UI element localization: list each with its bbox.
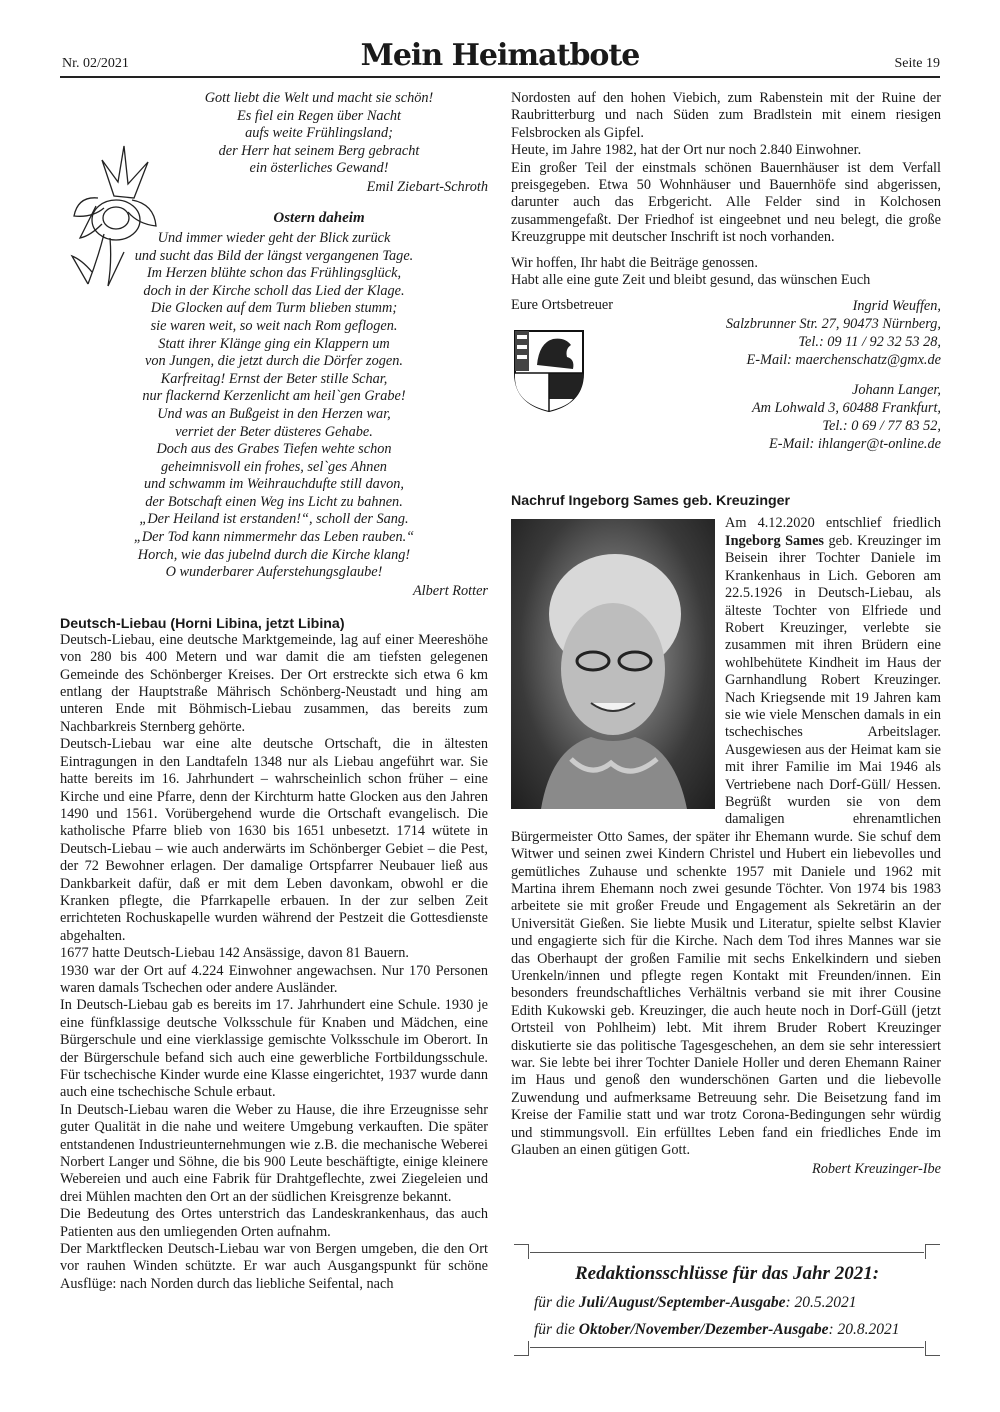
poem-spring	[150, 90, 488, 178]
poem-line: und sucht das Bild der längst vergangenen Tage.	[134, 247, 414, 264]
frame-corner	[514, 1244, 529, 1259]
deadline-prefix: für die	[534, 1294, 579, 1311]
frame-corner	[925, 1341, 940, 1356]
poem-line: Und immer wieder geht der Blick zurück	[157, 229, 391, 246]
frame-corner	[925, 1244, 940, 1259]
obituary-text-lead: Am 4.12.2020 entschlief friedlich	[725, 515, 941, 532]
contact-email[interactable]: E-Mail: maerchenschatz@gmx.de	[746, 352, 941, 369]
poem-line: Im Herzen blühte schon das Frühlingsglück,	[146, 265, 402, 282]
deadline-issue: Oktober/November/Dezember-Ausgabe	[578, 1321, 829, 1338]
article-paragraph: 1930 war der Ort auf 4.224 Einwohner angewachsen. Nur 170 Personen waren damals Tschechen oder andere Ausländer.	[60, 962, 488, 996]
contact-phone: Tel.: 0 69 / 77 83 52,	[822, 418, 941, 435]
deadline-frame	[530, 1252, 924, 1348]
deadline-date: : 20.5.2021	[785, 1294, 857, 1311]
article-paragraph: Die Bedeutung des Ortes unterstrich das Landeskrankenhaus, das auch Patienten aus den umliegenden Orten aufnahm.	[60, 1206, 488, 1240]
poem-line: und schwamm im Weihrauchdufte still davon,	[144, 476, 404, 493]
article-paragraph: Deutsch-Liebau war eine alte deutsche Ortschaft, die in ältesten Eintragungen in den Landtafeln 1348 nur als Liebau angeführt war. Sie hatte bereits im 16. Jahrhundert – wahrscheinlich schon früher – eine Kirche und eine Pfarre, denn der Kirchturm hatte Glocken aus den Jahren 1490 und 1561. Vorübergehend wurde die Ortschaft evangelisch. Die katholische Pfarre blieb von 1630 bis 1651 unbesetzt. 1714 wütete in Deutsch-Liebau – wie auch anderwärts im Schönberger Gebiet – die Pest, der 72 Bewohner erlagen. Der damalige Ortspfarrer Neubauer ließ aus Dankbarkeit dafür, daß er mit dem Leben davonkam, obwohl er die Kranken pflegte, die Pfarrkapelle erbauen. In der zur selben Zeit errichteten Rochuskapelle wurden während der Pestzeit die Gottesdienste abgehalten.	[60, 736, 488, 944]
article-title: Deutsch-Liebau (Horni Libina, jetzt Libina)	[60, 615, 345, 632]
closing-line: Wir hoffen, Ihr habt die Beiträge genossen.	[511, 254, 758, 271]
poem-line: Doch aus des Grabes Tiefen wehte schon	[156, 441, 392, 458]
poem-line: der Botschaft einen Weg ins Licht zu bahnen.	[145, 493, 403, 510]
poem-line: Und was an Bußgeist in den Herzen war,	[157, 405, 391, 422]
contact-name: Ingrid Weuffen,	[852, 298, 941, 315]
daffodil-illustration	[68, 138, 160, 288]
contact-phone: Tel.: 09 11 / 92 32 53 28,	[798, 334, 941, 351]
issue-number: Nr. 02/2021	[62, 56, 129, 71]
poem-line: Statt ihrer Klänge ging ein Klappern um	[158, 335, 390, 352]
closing-line: Habt alle eine gute Zeit und bleibt gesund, das wünschen Euch	[511, 272, 871, 289]
poem-line: nur flackernd Kerzenlicht am heil`gen Grabe!	[142, 388, 406, 405]
poem-line: Gott liebt die Welt und macht sie schön!	[204, 90, 434, 106]
poem-line: Es fiel ein Regen über Nacht	[237, 107, 401, 124]
signoff-row	[511, 297, 941, 453]
poem-author: Albert Rotter	[412, 582, 488, 599]
coat-of-arms	[513, 329, 585, 413]
poem-line: Horch, wie das jubelnd durch die Kirche klang!	[137, 546, 411, 563]
deadline-title: Redaktionsschlüsse für das Jahr 2021:	[574, 1263, 880, 1284]
article-paragraph: Der Marktflecken Deutsch-Liebau war von Bergen umgeben, die den Ort vor rauhen Winden schützte. Er war auch Ausgangspunkt für schöne Ausflüge: nach Norden durch das liebliche Seifental, nach	[60, 1241, 488, 1292]
contact-street: Am Lohwald 3, 60488 Frankfurt,	[751, 400, 941, 417]
contact-name: Johann Langer,	[852, 382, 941, 399]
article-paragraph: In Deutsch-Liebau waren die Weber zu Hause, die ihre Erzeugnisse sehr guter Qualität in die nahe und weitere Umgebung verkauften. Die später entstandenen Industrieunternehmungen wie z.B. die mechanische Weberei Norbert Langer und Söhne, die bis 900 Leute beschäftigte, einige kleinere Webereien und auch eine Fabrik für Drahtgeflechte, zwei Ziegeleien und drei Mühlen machten den Ort an der südlichen Kreisgrenze bekannt.	[60, 1101, 488, 1205]
obituary-author: Robert Kreuzinger-Ibe	[811, 1160, 941, 1177]
portrait-image	[511, 519, 715, 809]
article-paragraph: Nordosten auf den hohen Viebich, zum Rabenstein mit der Ruine der Raubritterburg und nach Süden zum Bradlstein mit einem riesigen Felsbrocken als Gipfel.	[511, 90, 941, 141]
obituary-text-body: geb. Kreuzinger im Beisein ihrer Tochter Daniele im Krankenhaus in Lich. Geboren am 22.5.1926 in Deutsch-Liebau, als älteste Tochter von Elfriede und Robert Kreuzinger, verlebte sie zusammen mit ihren Brüdern eine wohlbehütete Kindheit im Haus der Garnhandlung Robert Kreuzinger. Nach Kriegsende mit 19 Jahren kam sie wie viele Menschen damals in ein tschechisches Arbeitslager. Ausgewiesen aus der Heimat kam sie mit ihrer Familie im Mai 1946 als Vertriebene nach Dorf-Güll/ Hessen. Begrüßt wurden sie von dem damaligen ehrenamtlichen Bürgermeister Otto Sames, der später ihr Ehemann wurde. Sie schuf dem Witwer und seinen zwei Kindern Christel und Hubert ein liebevolles und gemütliches Zuhause und schenkte 1957 mit Daniele und 1962 mit Martina ihrem Ehemann noch zwei gesunde Töchter. Von 1974 bis 1983 arbeitete sie mit großer Freude und Engagement als Sekretärin an der Universität Gießen. Sie liebte Musik und Literatur, spielte selbst Klavier und engagierte sich für die Kirche. Nach dem Tod ihres Mannes war sie das Oberhaupt der großen Familie mit sechs Enkelkindern und sieben Urenkeln/innen und pflegte regen Kontakt mit Freunden/innen. Ein besonders freundschaftliches Verhältnis verband sie mit ihrer Cousine Edith Kukowski geb. Kreuzinger, die auch heute noch in Dorf-Güll (jetzt Ortsteil von Pohlheim) lebt. Mit ihrem Bruder Robert Kreuzinger diskutierte sie das politische Tagesgeschehen, an dem sie sehr interessiert war. Sie lebte bei ihrer Tochter Daniele Holler und deren Ehemann Rainer im Haus und genoß den wunderschönen Garten und die liebevolle Zuwendung und aufmerksame Betreuung sehr. Die Beisetzung fand im Kreise der Familie statt und war trotz Corona-Bedingungen sehr würdig und stimmungsvoll. Ein erfülltes Leben fand ein friedliches Ende im Glauben an einen gütigen Gott.	[511, 532, 941, 1159]
deadline-issue: Juli/August/September-Ausgabe	[578, 1294, 786, 1311]
contact-street: Salzbrunner Str. 27, 90473 Nürnberg,	[725, 316, 941, 333]
poem-line: geheimnisvoll ein frohes, sel`ges Ahnen	[161, 458, 387, 475]
poem-line: ein österliches Gewand!	[249, 160, 389, 177]
article-paragraph: Heute, im Jahre 1982, hat der Ort nur noch 2.840 Einwohner.	[511, 142, 862, 159]
deadline-date: : 20.8.2021	[828, 1321, 900, 1338]
right-column	[511, 90, 941, 1178]
frame-corner	[514, 1341, 529, 1356]
poem-author: Emil Ziebart-Schroth	[366, 178, 488, 195]
poem-line: sie waren weit, so weit nach Rom geflogen.	[150, 317, 398, 334]
poem-line: Die Glocken auf dem Turm blieben stumm;	[150, 300, 398, 317]
deadline-line	[530, 1321, 924, 1339]
portrait-photo	[511, 519, 715, 809]
contact-block	[726, 381, 941, 453]
poem-line: verriet der Beter düsteres Gehabe.	[175, 423, 373, 440]
poem-line: doch in der Kirche scholl das Lied der Klage.	[143, 282, 405, 299]
left-column	[60, 90, 488, 1293]
contact-email[interactable]: E-Mail: ihlanger@t-online.de	[769, 436, 941, 453]
signoff: Eure Ortsbetreuer	[511, 297, 614, 314]
masthead-logo: Mein Heimatbote	[360, 38, 640, 73]
poem-line: O wunderbarer Auferstehungsglaube!	[165, 564, 383, 581]
poem-line: Karfreitag! Ernst der Beter stille Schar,	[160, 370, 388, 387]
poem-line: „Der Tod kann nimmermehr das Leben rauben.“	[133, 529, 415, 546]
poem-line: der Herr hat seinem Berg gebracht	[218, 142, 420, 159]
poem-title: Ostern daheim	[273, 209, 365, 226]
obituary-title: Nachruf Ingeborg Sames geb. Kreuzinger	[511, 493, 791, 510]
deadline-prefix: für die	[534, 1321, 579, 1338]
article-paragraph: In Deutsch-Liebau gab es bereits im 17. Jahrhundert eine Schule. 1930 je eine fünfklassige deutsche Volksschule für Knaben und Mädchen, eine Bürgerschule und eine vierklassige gemischte Volksschule im Oberort. In der Bürgerschule befand sich auch eine gewerbliche Fortbildungsschule. Für tschechische Kinder wurde eine Klasse eingerichtet, 1937 wurde dann auch eine tschechische Schule erbaut.	[60, 997, 488, 1101]
contact-block	[726, 297, 941, 369]
page-number: Seite 19	[894, 56, 940, 71]
deadline-box	[512, 1238, 942, 1362]
deadline-line	[530, 1294, 924, 1312]
poem-line: von Jungen, die jetzt durch die Dörfer zogen.	[145, 353, 403, 370]
obituary-name: Ingeborg Sames	[725, 532, 824, 549]
article-paragraph: Ein großer Teil der einstmals schönen Bauernhäuser ist dem Verfall preisgegeben. Etwa 50 Wohnhäuser und Bauernhöfe sind abgerissen, darunter auch das Erbgericht. Alle Felder sind in Kolchosen zusammengefaßt. Der Friedhof ist eingeebnet und neu belegt, die große Kreuzgruppe mit deutscher Inschrift ist noch vorhanden.	[511, 159, 941, 246]
article-paragraph: Deutsch-Liebau, eine deutsche Marktgemeinde, lag auf einer Meereshöhe von 280 bis 400 Metern und war damit die am tiefsten gelegenen Gemeinde des Schönberger Kreises. Der Ort erstreckte sich etwa 6 km entlang der Hauptstraße Mährisch Schönberg-Neustadt und hing am unteren Ende mit Böhmisch-Liebau zusammen, das bereits zum Nachbarkreis Sternberg gehörte.	[60, 631, 488, 735]
article-paragraph: 1677 hatte Deutsch-Liebau 142 Ansässige, davon 81 Bauern.	[60, 945, 410, 962]
poem-line: „Der Heiland ist erstanden!“, scholl der Sang.	[139, 511, 409, 528]
poem-line: aufs weite Frühlingsland;	[245, 125, 393, 142]
header-rule	[60, 76, 940, 78]
